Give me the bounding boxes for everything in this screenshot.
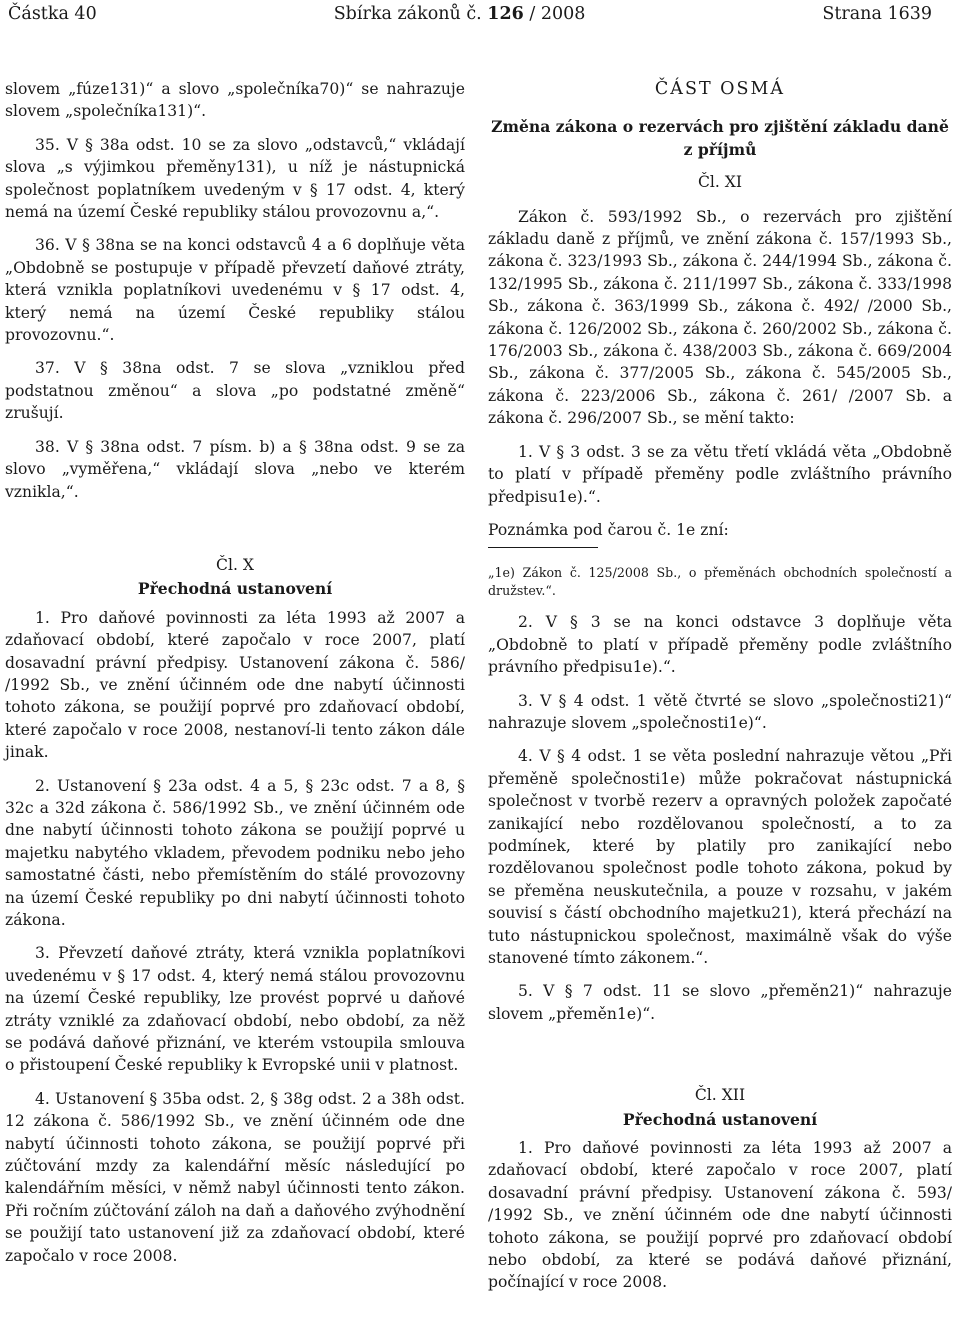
article-x-heading: Čl. X: [216, 555, 254, 574]
collection-year: / 2008: [529, 4, 586, 24]
article-xi-heading: Čl. XI: [697, 173, 743, 192]
article-xi-point-4: 4. V § 4 odst. 1 se věta poslední nahrazuje větou „Při přeměně společnosti1e) může pokračovat nástupnická společnost v tvorbě rezerv a opravných položek započaté zanikající nebo rozdělovanou společností, a to za podmínek, které by platily pro zanikající nebo rozdělovanou společnost podle tohoto zákona, pokud by se přeměna neuskutečnila, a pouze v rozsahu, v jakém souvisí s částí obchodního majetku21), která přechází na tuto nástupnickou společnost, maximálně však do výše stanovené tímto zákonem.“.: [488, 747, 952, 967]
paragraph-37: 37. V § 38na odst. 7 se slova „vzniklou před podstatnou změnou“ a slova „po podstatné změně“ zrušují.: [5, 359, 465, 423]
paragraph-35: 35. V § 38a odst. 10 se za slovo „odstavců,“ vkládají slova „s výjimkou přeměny131), u níž je nástupnická společnost poplatníkem uvedeným v § 17 odst. 4, který nemá na území České republiky stálou provozovnu a,“.: [5, 135, 465, 222]
article-x-paragraph-4: 4. Ustanovení § 35ba odst. 2, § 38g odst. 2 a 38h odst. 12 zákona č. 586/1992 Sb., ve znění účinném ode dne nabytí účinnosti tohoto zákona, se použijí poprvé při zúčtování mzdy za kalendářní měsíc následující po kalendářním měsíci, v němž nabyl účinnosti tento zákon. Při ročním zúčtování záloh na daň a daňového zvýhodnění se použijí tato ustanovení již za zdaňovací období, které započalo v roce 2008.: [5, 1089, 465, 1265]
footnote-divider: [488, 547, 598, 548]
collection-name: Sbírka zákonů č.: [333, 4, 482, 24]
collection-label: [334, 4, 586, 24]
paragraph-38: 38. V § 38na odst. 7 písm. b) a § 38na odst. 9 se za slovo „vyměřena,“ vkládají slova „nebo ve kterém vznikla,“.: [5, 437, 465, 501]
footnote-text: „1e) Zákon č. 125/2008 Sb., o přeměnách obchodních společností a družstev.“.: [488, 565, 952, 599]
spacer: [5, 514, 465, 554]
article-xii-paragraph-1: 1. Pro daňové povinnosti za léta 1993 až 2007 a zdaňovací období, které započalo v roce 2007, platí dosavadní právní předpisy. Ustanovení zákona č. 593/ /1992 Sb., ve znění účinném ode dne nabytí účinnosti tohoto zákona, se použijí poprvé pro zdaňovací období nebo období, za které se podává daňové přiznání, počínající v roce 2008.: [488, 1139, 952, 1292]
paragraph-continuation: slovem „fúze131)“ a slovo „společníka70)“ se nahrazuje slovem „společníka131)“.: [5, 80, 465, 121]
article-x-paragraph-2: 2. Ustanovení § 23a odst. 4 a 5, § 23c odst. 7 a 8, § 32c a 32d zákona č. 586/1992 Sb., ve znění účinném ode dne nabytí účinnosti tohoto zákona se použijí poprvé u majetku nabytého vkladem, převodem podniku nebo jeho samostatné části, nebo přemístěním do stálé provozovny na území České republiky po dni nabytí účinnosti tohoto zákona.: [5, 776, 465, 929]
part-eight-subtitle: Změna zákona o rezervách pro zjištění základu daně z příjmů: [491, 117, 949, 159]
article-xii-heading: Čl. XII: [694, 1086, 746, 1105]
paragraph-36: 36. V § 38na se na konci odstavců 4 a 6 doplňuje věta „Obdobně se postupuje v případě převzetí daňové ztráty, která vznikla poplatníkovi uvedenému v § 17 odst. 4, který nemá na území České republiky stálou provozovnu.“.: [5, 236, 465, 345]
article-xi-intro: Zákon č. 593/1992 Sb., o rezervách pro zjištění základu daně z příjmů, ve znění zákona č. 157/1993 Sb., zákona č. 323/1993 Sb., zákona č. 244/1994 Sb., zákona č. 132/1995 Sb., zákona č. 211/1997 Sb., zákona č. 333/1998 Sb., zákona č. 363/1999 Sb., zákona č. 492/ /2000 Sb., zákona č. 126/2002 Sb., zákona č. 260/2002 Sb., zákona č. 176/2003 Sb., zákona č. 438/2003 Sb., zákona č. 669/2004 Sb., zákona č. 377/2005 Sb., zákona č. 545/2005 Sb., zákona č. 223/2006 Sb., zákona č. 261/ /2007 Sb. a zákona č. 296/2007 Sb., se mění takto:: [488, 207, 952, 428]
right-column: [488, 78, 952, 1305]
article-x-title: Přechodná ustanovení: [137, 579, 333, 599]
article-xi-point-5: 5. V § 7 odst. 11 se slovo „přeměn21)“ nahrazuje slovem „přeměn1e)“.: [488, 982, 952, 1023]
left-column: [5, 78, 465, 1278]
collection-number: 126: [487, 4, 524, 24]
spacer: [488, 1036, 952, 1084]
issue-label: Částka 40: [8, 4, 97, 24]
article-xi-point-3: 3. V § 4 odst. 1 větě čtvrté se slovo „společnosti21)“ nahrazuje slovem „společnosti1e)“.: [488, 691, 952, 732]
footnote-intro: Poznámka pod čarou č. 1e zní:: [488, 520, 729, 539]
article-xi-point-2: 2. V § 3 se na konci odstavce 3 doplňuje věta „Obdobně to platí v případě přeměny podle zvláštního právního předpisu1e).“.: [488, 613, 952, 677]
part-eight-heading: ČÁST OSMÁ: [654, 79, 786, 99]
article-xii-title: Přechodná ustanovení: [622, 1109, 818, 1129]
article-x-paragraph-3: 3. Převzetí daňové ztráty, která vznikla poplatníkovi uvedenému v § 17 odst. 4, který nemá stálou provozovnu na území České republiky, lze provést poprvé u daňové ztráty vzniklé za zdaňovací období, nebo období, za něž se podává daňové přiznání, ve kterém vstoupila smlouva o přistoupení České republiky k Evropské unii v platnost.: [5, 944, 465, 1075]
article-x-paragraph-1: 1. Pro daňové povinnosti za léta 1993 až 2007 a zdaňovací období, které započalo v roce 2007, platí dosavadní právní předpisy. Ustanovení zákona č. 586/ /1992 Sb., ve znění účinném ode dne nabytí účinnosti tohoto zákona, se použijí poprvé pro zdaňovací období, které započalo v roce 2008, nestanoví-li tento zákon dále jinak.: [5, 608, 465, 762]
page-header: [8, 4, 932, 30]
page-number-label: Strana 1639: [822, 4, 932, 24]
article-xi-point-1: 1. V § 3 odst. 3 se za větu třetí vkládá věta „Obdobně to platí v případě přeměny podle zvláštního právního předpisu1e).“.: [488, 442, 952, 506]
